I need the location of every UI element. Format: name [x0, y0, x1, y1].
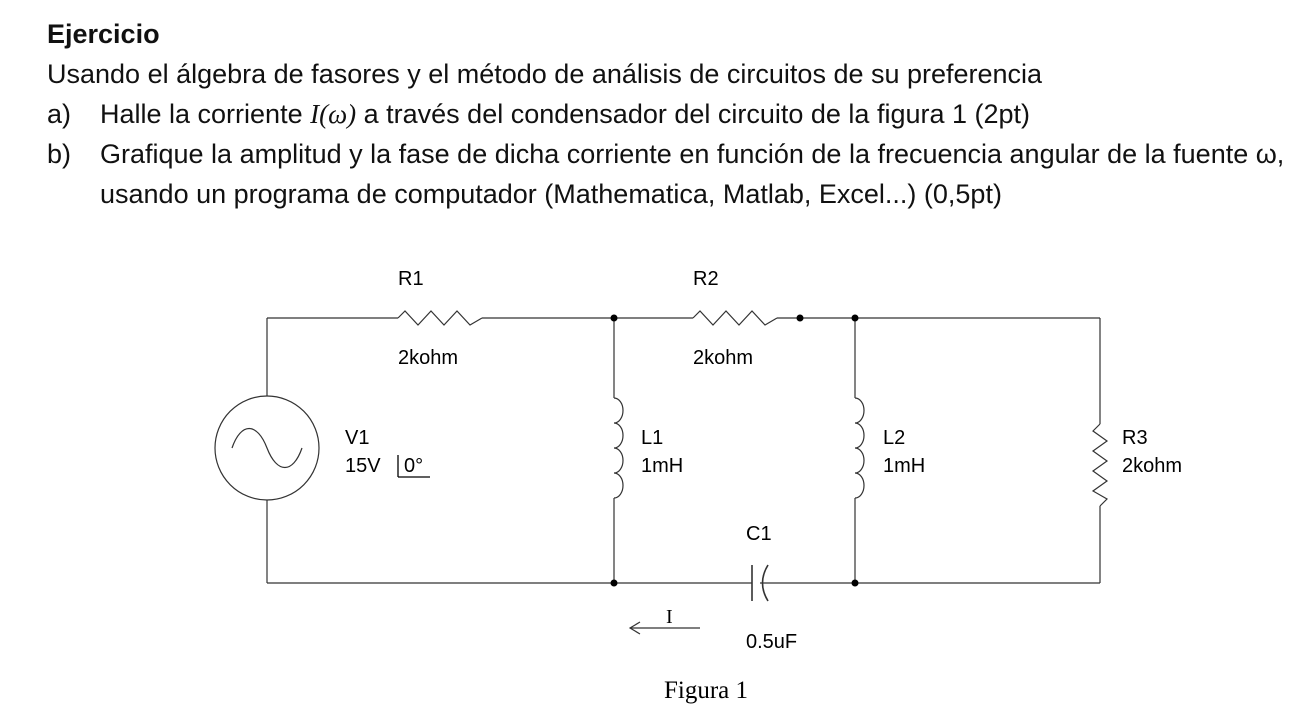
voltage-source-v1 [215, 396, 319, 500]
resistor-r3 [1093, 424, 1107, 506]
junction-dot [852, 580, 859, 587]
current-label: I [666, 606, 673, 628]
c1-value: 0.5uF [746, 631, 798, 653]
item-a-text-before: Halle la corriente [100, 99, 311, 129]
current-symbol: I(ω) [310, 99, 357, 129]
r3-name: R3 [1122, 427, 1148, 449]
resistor-r2 [693, 311, 777, 325]
l2-name: L2 [883, 427, 906, 449]
resistor-r1 [398, 311, 482, 325]
r3-value: 2kohm [1122, 455, 1183, 477]
r1-name: R1 [398, 268, 424, 290]
exercise-intro: Usando el álgebra de fasores y el método de análisis de circuitos de su preferencia [47, 59, 1043, 89]
figure-caption: Figura 1 [663, 677, 749, 704]
l1-value: 1mH [641, 455, 684, 477]
junction-dot [852, 315, 859, 322]
item-b-text: Grafique la amplitud y la fase de dicha corriente en función de la frecuencia angular de la fuente ω, usando un programa de computador (Mathematica, Matlab, Excel...) (0,5pt) [100, 139, 1285, 209]
inductor-l1 [614, 398, 623, 498]
c1-name: C1 [746, 523, 772, 545]
junction-dot [611, 580, 618, 587]
circuit-wires [267, 318, 1100, 583]
current-arrow [630, 622, 700, 634]
item-a-marker: a) [47, 99, 72, 129]
exercise-heading: Ejercicio [47, 19, 160, 49]
l1-name: L1 [641, 427, 664, 449]
inductor-l2 [855, 398, 864, 498]
junction-dot [797, 315, 804, 322]
item-a-text-after: a través del condensador del circuito de la figura 1 (2pt) [356, 99, 1031, 129]
junction-dot [611, 315, 618, 322]
l2-value: 1mH [883, 455, 926, 477]
sine-wave-icon [232, 429, 302, 468]
item-b-marker: b) [47, 139, 72, 169]
v1-phase: 0° [404, 455, 424, 477]
r2-value: 2kohm [693, 347, 754, 369]
r2-name: R2 [693, 268, 719, 290]
v1-amplitude: 15V [345, 455, 381, 477]
r1-value: 2kohm [398, 347, 459, 369]
v1-name: V1 [345, 427, 370, 449]
